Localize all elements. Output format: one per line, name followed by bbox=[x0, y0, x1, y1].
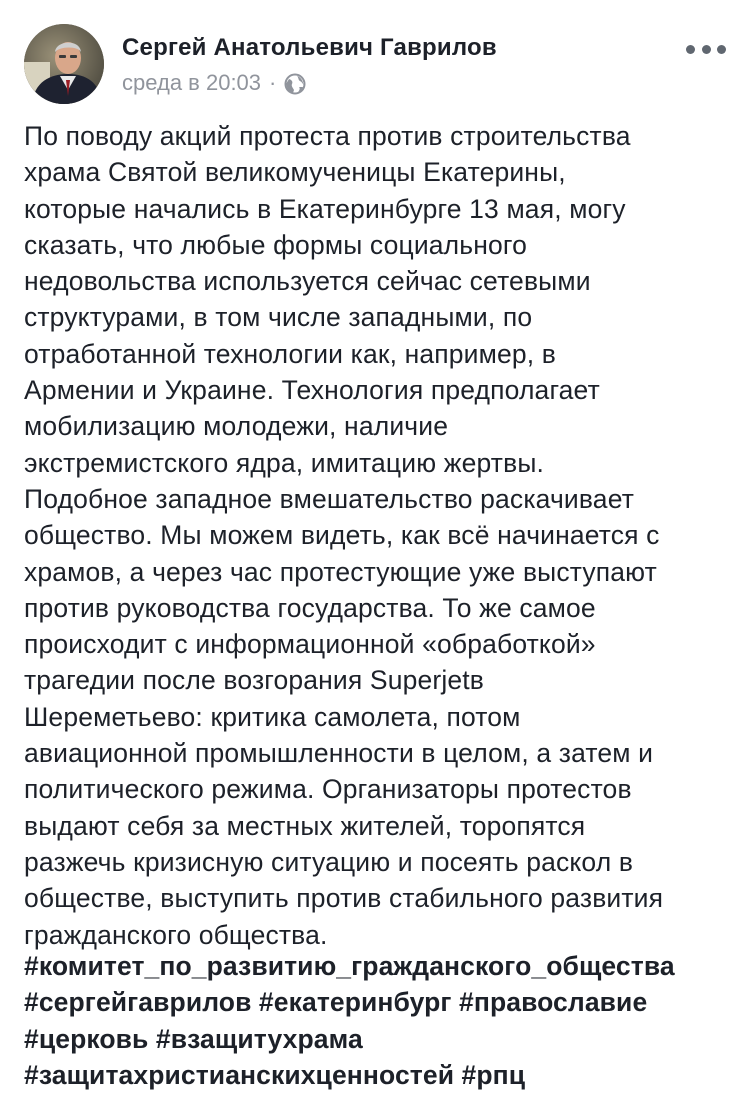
post-body-line: которые начались в Екатеринбурге 13 мая, могу bbox=[24, 193, 626, 224]
hashtag-line[interactable]: #комитет_по_развитию_гражданского_общества bbox=[24, 951, 675, 981]
post-body-line: мобилизацию молодежи, наличие bbox=[24, 411, 449, 442]
post-body bbox=[24, 118, 730, 953]
post-body-line: гражданского общества. bbox=[24, 919, 328, 950]
more-dot bbox=[702, 45, 711, 54]
post-hashtags bbox=[24, 948, 730, 1093]
author-avatar[interactable] bbox=[24, 24, 104, 104]
globe-icon[interactable] bbox=[284, 73, 306, 95]
post-body-line: против руководства государства. То же самое bbox=[24, 592, 596, 623]
post-body-line: общество. Мы можем видеть, как всё начинается с bbox=[24, 520, 660, 551]
post-body-line: Шереметьево: критика самолета, потом bbox=[24, 701, 521, 732]
more-dot bbox=[686, 45, 695, 54]
post-body-line: политического режима. Организаторы протестов bbox=[24, 774, 632, 805]
hashtag-line[interactable]: #защитахристианскихценностей #рпц bbox=[24, 1059, 526, 1090]
post-body-line: храма Святой великомученицы Екатерины, bbox=[24, 157, 566, 188]
post-body-line: трагедии после возгорания Superjetв bbox=[24, 665, 485, 696]
post-body-line: По поводу акций протеста против строительства bbox=[24, 121, 631, 151]
post-body-line: храмов, а через час протестующие уже выступают bbox=[24, 556, 657, 587]
post-body-line: структурами, в том числе западными, по bbox=[24, 302, 533, 333]
post-body-line: авиационной промышленности в целом, а затем и bbox=[24, 738, 654, 769]
post-body-line: Армении и Украине. Технология предполагает bbox=[24, 375, 600, 406]
hashtag-line[interactable]: #церковь #взащитухрама bbox=[24, 1023, 363, 1054]
avatar-photo bbox=[24, 24, 104, 104]
author-name[interactable]: Сергей Анатольевич Гаврилов bbox=[122, 34, 497, 61]
post-timestamp[interactable]: среда в 20:03 bbox=[122, 70, 262, 95]
post-body-line: экстремистского ядра, имитацию жертвы. bbox=[24, 447, 545, 478]
hashtag-line[interactable]: #сергейгаврилов #екатеринбург #православие bbox=[24, 987, 648, 1018]
post-body-line: обществе, выступить против стабильного развития bbox=[24, 883, 664, 914]
more-dot bbox=[717, 45, 726, 54]
post-header bbox=[24, 24, 726, 108]
post-body-line: отработанной технологии как, например, в bbox=[24, 338, 557, 369]
post-body-line: недовольства используется сейчас сетевыми bbox=[24, 266, 591, 297]
post-body-line: Подобное западное вмешательство раскачивает bbox=[24, 483, 634, 514]
more-horizontal-icon[interactable] bbox=[686, 42, 726, 56]
post-body-line: происходит с информационной «обработкой» bbox=[24, 629, 596, 660]
post-body-line: сказать, что любые формы социального bbox=[24, 229, 528, 260]
post-body-line: разжечь кризисную ситуацию и посеять раскол в bbox=[24, 846, 634, 877]
post-meta bbox=[122, 70, 306, 96]
meta-separator: · bbox=[269, 70, 277, 95]
post-body-line: выдают себя за местных жителей, торопятся bbox=[24, 810, 586, 841]
